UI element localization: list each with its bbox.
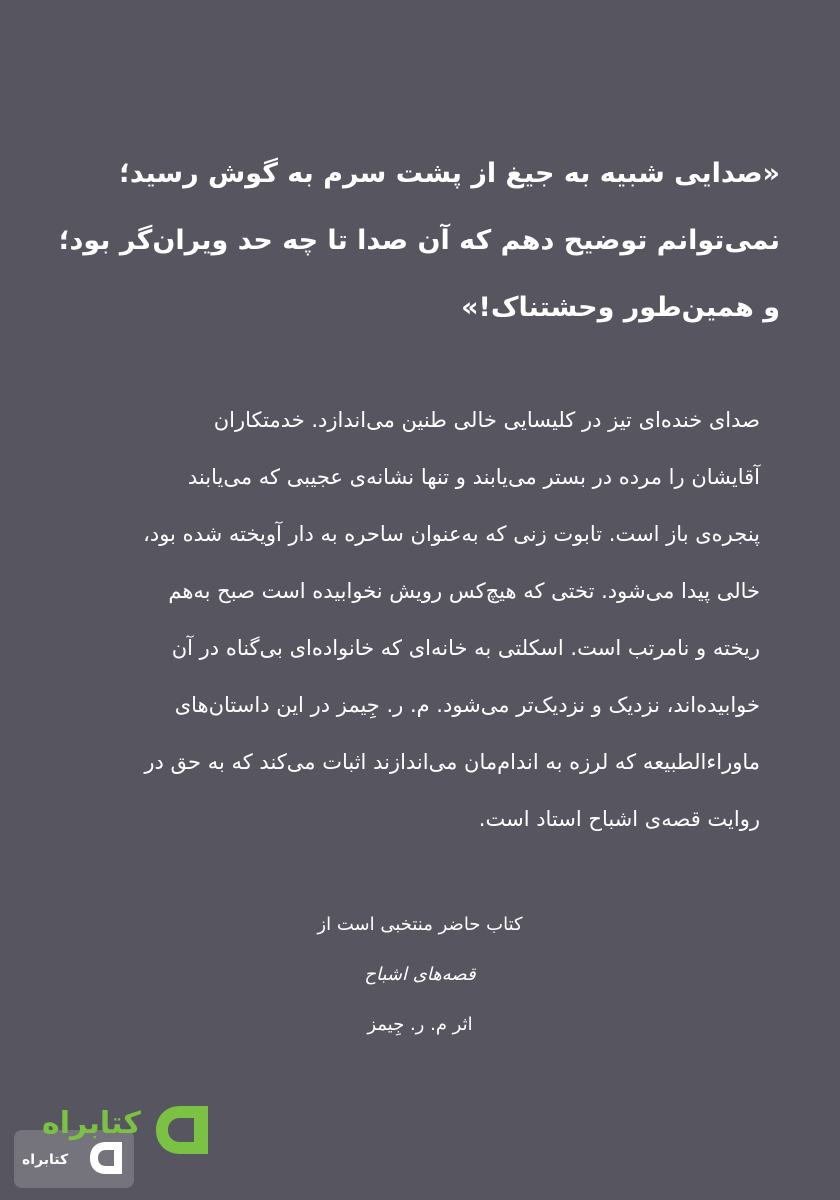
ketabrah-badge-icon: [86, 1138, 126, 1178]
description-line: ماوراءالطبیعه که لرزه به اندام‌مان می‌اندازند اثبات می‌کند که به حق در: [144, 750, 760, 774]
description-line: صدای خنده‌ای تیز در کلیسایی خالی طنین می‌اندازد. خدمتکاران: [213, 408, 760, 432]
ketabrah-logo-icon: [152, 1102, 212, 1158]
ketabrah-logo[interactable]: [14, 1100, 214, 1190]
description-line: پنجره‌ی باز است. تابوت زنی که به‌عنوان ساحره به دار آویخته شده بود،: [143, 522, 760, 546]
logo-badge-text: کتابراه: [22, 1152, 69, 1168]
logo-brand-text: کتابراه: [42, 1106, 141, 1141]
description-line: خالی پیدا می‌شود. تختی که هیچ‌کس رویش نخوابیده است صبح به‌هم: [168, 579, 760, 603]
quote-line: «صدایی شبیه به جیغ از پشت سرم به گوش رسید؛: [119, 158, 780, 189]
description-line: ریخته و نامرتب است. اسکلتی به خانه‌ای که خانواده‌ای بی‌گناه در آن: [171, 636, 760, 660]
description-paragraph: [80, 392, 760, 848]
quote-block: [60, 140, 780, 341]
quote-line: نمی‌توانم توضیح دهم که آن صدا تا چه حد ویران‌گر بود؛: [58, 225, 780, 256]
credit-book-title: قصه‌های اشباح: [364, 964, 476, 985]
description-line: روایت قصه‌ی اشباح استاد است.: [478, 807, 760, 831]
description-line: آقایشان را مرده در بستر می‌یابند و تنها نشانه‌ی عجیبی که می‌یابند: [187, 465, 760, 489]
book-credits: [300, 900, 540, 1050]
credit-source-label: کتاب حاضر منتخبی است از: [317, 914, 523, 935]
description-line: خوابیده‌اند، نزدیک و نزدیک‌تر می‌شود. م. ر. جِیمز در این داستان‌های: [174, 693, 760, 717]
quote-line: و همین‌طور وحشتناک!»: [461, 292, 780, 323]
credit-author: اثر م. ر. جِیمز: [367, 1014, 473, 1035]
